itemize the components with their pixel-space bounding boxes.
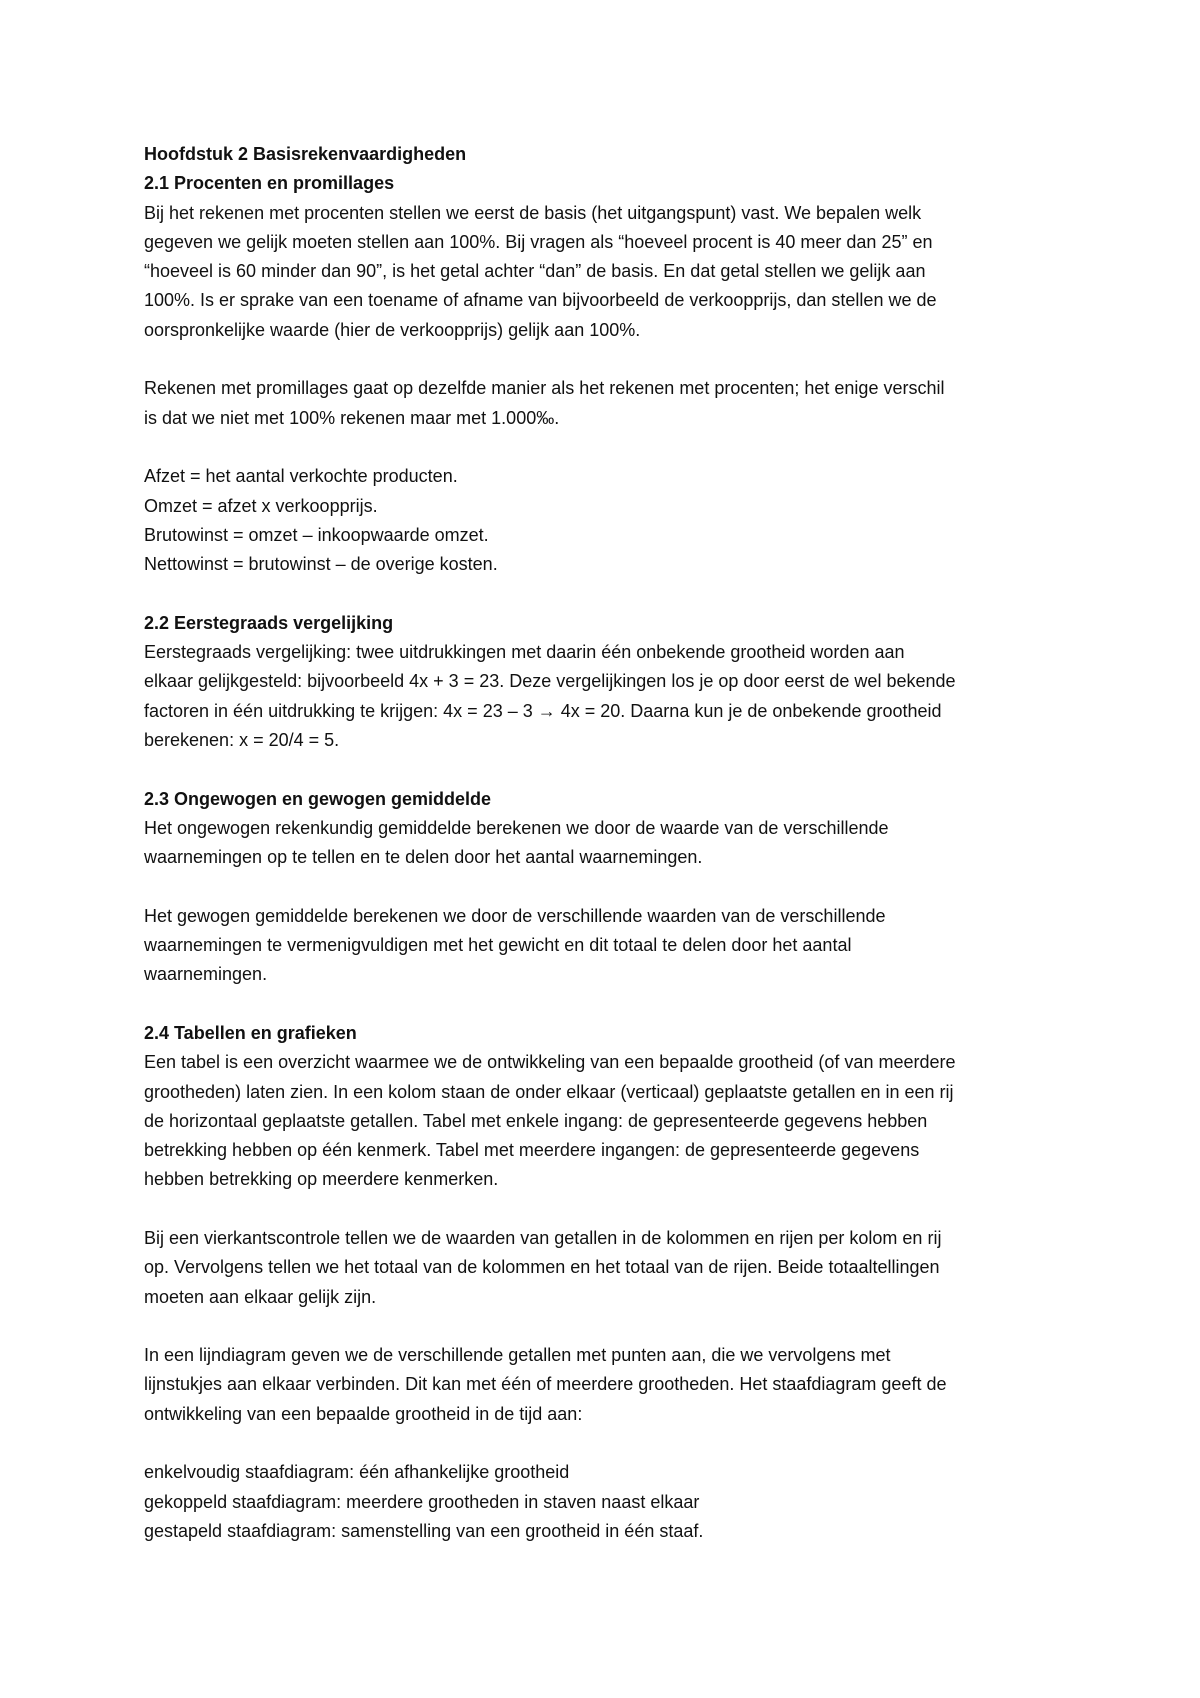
text-line: Bij het rekenen met procenten stellen we eerst de basis (het uitgangspunt) vast. We bepalen welk — [144, 202, 922, 223]
text-line: In een lijndiagram geven we de verschillende getallen met punten aan, die we vervolgens met — [144, 1345, 891, 1366]
paragraph-gap — [144, 1429, 1080, 1458]
text-line: berekenen: x = 20/4 = 5. — [144, 729, 340, 750]
text-line: Rekenen met promillages gaat op dezelfde manier als het rekenen met procenten; het enige verschil — [144, 378, 945, 399]
text-line: “hoeveel is 60 minder dan 90”, is het getal achter “dan” de basis. En dat getal stellen we gelijk aan — [144, 261, 926, 282]
text-line: hebben betrekking op meerdere kenmerken. — [144, 1169, 499, 1190]
definition-line: Omzet = afzet x verkoopprijs. — [144, 495, 378, 516]
definition-line: Brutowinst = omzet – inkoopwaarde omzet. — [144, 524, 489, 545]
text-line: Een tabel is een overzicht waarmee we de ontwikkeling van een bepaalde grootheid (of van meerdere — [144, 1052, 956, 1073]
section-heading: 2.4 Tabellen en grafieken — [144, 1022, 357, 1043]
text-line: lijnstukjes aan elkaar verbinden. Dit kan met één of meerdere grootheden. Het staafdiagram geeft de — [144, 1374, 947, 1395]
text-line: factoren in één uitdrukking te krijgen: 4x = 23 – 3 → 4x = 20. Daarna kun je de onbekende grootheid — [144, 700, 942, 721]
text-line: de horizontaal geplaatste getallen. Tabel met enkele ingang: de gepresenteerde gegevens hebben — [144, 1110, 928, 1131]
paragraph-gap — [144, 872, 1080, 901]
section-heading: 2.2 Eerstegraads vergelijking — [144, 612, 394, 633]
text-line: is dat we niet met 100% rekenen maar met 1.000‰. — [144, 407, 560, 428]
paragraph-gap — [144, 1195, 1080, 1224]
definition-line: Afzet = het aantal verkochte producten. — [144, 466, 458, 487]
text-line: op. Vervolgens tellen we het totaal van de kolommen en het totaal van de rijen. Beide totaaltellingen — [144, 1257, 940, 1278]
text-line: 100%. Is er sprake van een toename of afname van bijvoorbeeld de verkoopprijs, dan stellen we de — [144, 290, 937, 311]
section-heading: 2.3 Ongewogen en gewogen gemiddelde — [144, 788, 492, 809]
section-heading: 2.1 Procenten en promillages — [144, 173, 395, 194]
text-line: gegeven we gelijk moeten stellen aan 100%. Bij vragen als “hoeveel procent is 40 meer dan 25” en — [144, 231, 933, 252]
text-line: ontwikkeling van een bepaalde grootheid in de tijd aan: — [144, 1403, 583, 1424]
text-line: waarnemingen te vermenigvuldigen met het gewicht en dit totaal te delen door het aantal — [144, 935, 852, 956]
text-line: Eerstegraads vergelijking: twee uitdrukkingen met daarin één onbekende grootheid worden aan — [144, 642, 905, 663]
paragraph-gap — [144, 579, 1080, 608]
chapter-title: Hoofdstuk 2 Basisrekenvaardigheden — [144, 144, 467, 164]
list-item: gestapeld staafdiagram: samenstelling van een grootheid in één staaf. — [144, 1520, 704, 1541]
paragraph-gap — [144, 433, 1080, 462]
definition-line: Nettowinst = brutowinst – de overige kosten. — [144, 554, 498, 575]
paragraph-gap — [144, 345, 1080, 374]
paragraph-gap — [144, 755, 1080, 784]
text-line: elkaar gelijkgesteld: bijvoorbeeld 4x + 3 = 23. Deze vergelijkingen los je op door eerst de wel bekende — [144, 671, 956, 692]
paragraph-gap — [144, 1312, 1080, 1341]
text-line: oorspronkelijke waarde (hier de verkoopprijs) gelijk aan 100%. — [144, 319, 641, 340]
text-line: moeten aan elkaar gelijk zijn. — [144, 1286, 377, 1307]
text-line: waarnemingen op te tellen en te delen door het aantal waarnemingen. — [144, 847, 703, 868]
text-line: betrekking hebben op één kenmerk. Tabel met meerdere ingangen: de gepresenteerde gegevens — [144, 1140, 920, 1161]
text-line: waarnemingen. — [144, 964, 268, 985]
list-item: gekoppeld staafdiagram: meerdere grootheden in staven naast elkaar — [144, 1491, 700, 1512]
text-line: Het gewogen gemiddelde berekenen we door de verschillende waarden van de verschillende — [144, 905, 886, 926]
list-item: enkelvoudig staafdiagram: één afhankelijke grootheid — [144, 1462, 570, 1483]
paragraph-gap — [144, 990, 1080, 1019]
text-line: grootheden) laten zien. In een kolom staan de onder elkaar (verticaal) geplaatste getallen en in een rij — [144, 1081, 954, 1102]
text-line: Bij een vierkantscontrole tellen we de waarden van getallen in de kolommen en rijen per kolom en rij — [144, 1227, 942, 1248]
text-line: Het ongewogen rekenkundig gemiddelde berekenen we door de waarde van de verschillende — [144, 817, 889, 838]
